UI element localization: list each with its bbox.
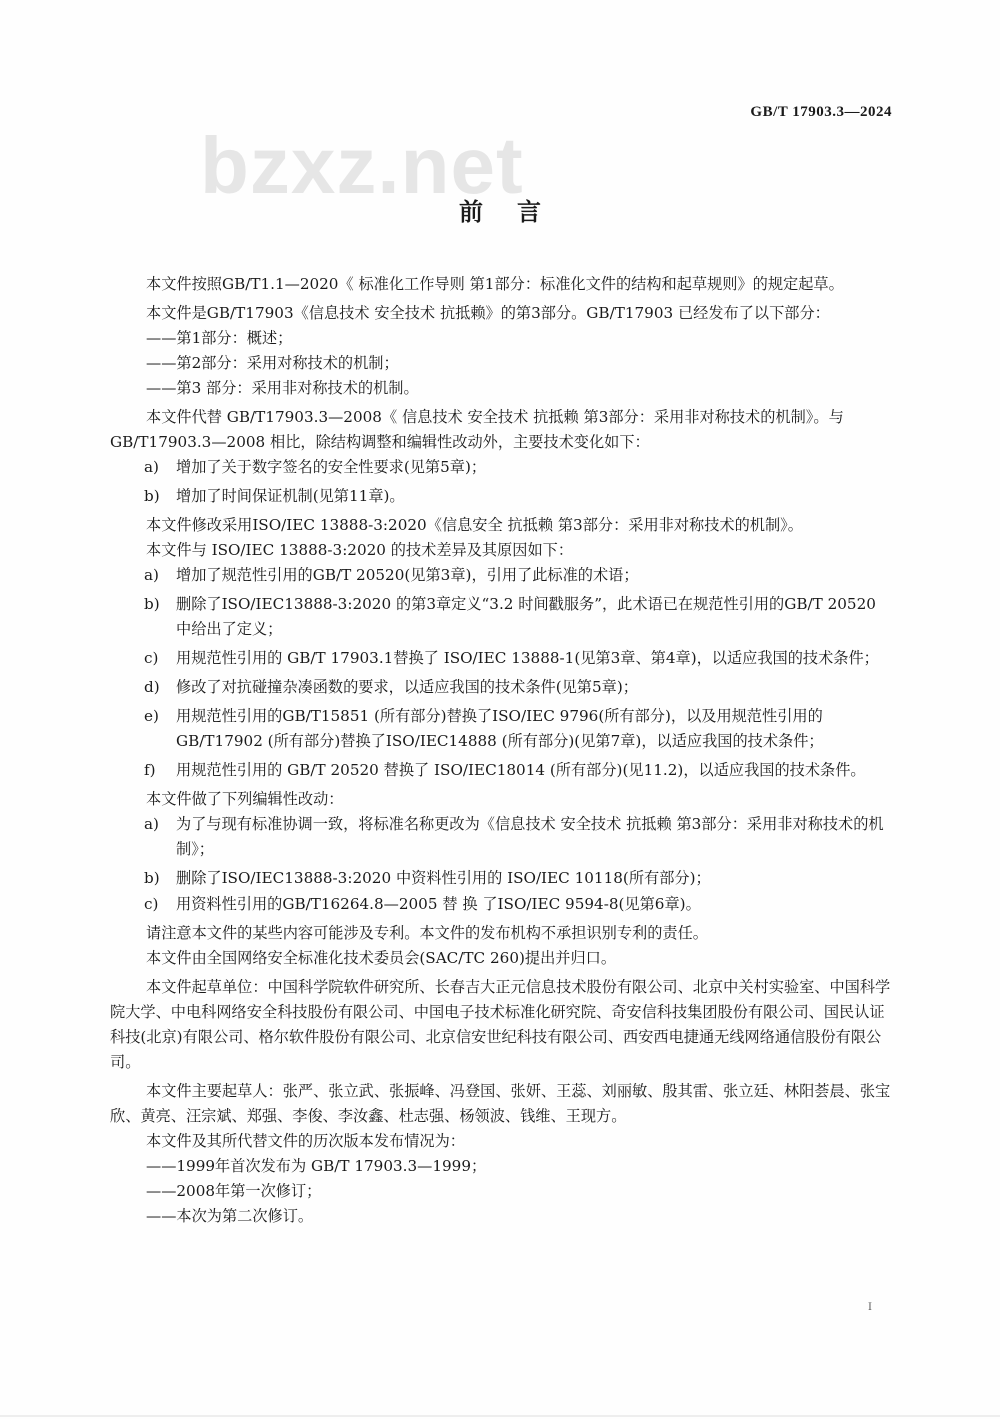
history-list-item: ——1999年首次发布为 GB/T 17903.3—1999； <box>146 1157 487 1175</box>
list-text: 用规范性引用的 GB/T 20520 替换了 ISO/IEC18014 (所有部分)(见11.2)，以适应我国的技术条件。 <box>176 761 866 779</box>
edit-list-item <box>110 892 892 917</box>
part-list-item: ——第2部分：采用对称技术的机制； <box>146 354 399 372</box>
difference-list-item <box>110 704 892 754</box>
paragraph-committee: 本文件由全国网络安全标准化技术委员会(SAC/TC 260)提出并归口。 <box>146 949 617 967</box>
difference-list-item <box>110 675 892 700</box>
paragraph-differences: 本文件与 ISO/IEC 13888-3:2020 的技术差异及其原因如下： <box>146 541 574 559</box>
paragraph-series-info: 本文件是GB/T17903《信息技术 安全技术 抗抵赖》的第3部分。GB/T17903 已经发布了以下部分： <box>146 304 830 322</box>
list-text: 用规范性引用的 GB/T 17903.1替换了 ISO/IEC 13888-1(见第3章、第4章)，以适应我国的技术条件； <box>176 649 879 667</box>
list-marker: f) <box>144 761 156 779</box>
page-bottom-edge <box>0 1415 1000 1417</box>
list-text: 增加了时间保证机制(见第11章)。 <box>176 487 405 505</box>
edit-list-item <box>110 866 892 891</box>
part-list-item: ——第3 部分：采用非对称技术的机制。 <box>146 379 419 397</box>
paragraph-drafting-units: 本文件起草单位：中国科学院软件研究所、长春吉大正元信息技术股份有限公司、北京中关村实验室、中国科学院大学、中电科网络安全科技股份有限公司、中国电子技术标准化研究院、奇安信科技集团股份有限公司、国民认证科技(北京)有限公司、格尔软件股份有限公司、北京信安世纪科技有限公司、西安西电捷通无线网络通信股份有限公司。 <box>110 978 891 1071</box>
foreword-body <box>110 272 892 1229</box>
paragraph-adoption: 本文件修改采用ISO/IEC 13888-3:2020《信息安全 抗抵赖 第3部分：采用非对称技术的机制》。 <box>146 516 803 534</box>
list-text: 删除了ISO/IEC13888-3:2020 中资料性引用的 ISO/IEC 10118(所有部分)； <box>176 869 711 887</box>
difference-list-item <box>110 563 892 588</box>
watermark: bzxz.net <box>200 121 524 210</box>
paragraph-history: 本文件及其所代替文件的历次版本发布情况为： <box>146 1132 465 1150</box>
change-list-item <box>110 484 892 509</box>
list-marker: b) <box>144 869 160 887</box>
list-text: 为了与现有标准协调一致，将标准名称更改为《信息技术 安全技术 抗抵赖 第3部分：采用非对称技术的机制》； <box>176 815 884 858</box>
list-text: 用资料性引用的GB/T16264.8—2005 替 换 了ISO/IEC 9594-8(见第6章)。 <box>176 895 701 913</box>
change-list-item <box>110 455 892 480</box>
history-list-item: ——2008年第一次修订； <box>146 1182 322 1200</box>
list-marker: c) <box>144 649 159 667</box>
paragraph-drafters: 本文件主要起草人：张严、张立武、张振峰、冯登国、张妍、王蕊、刘丽敏、殷其雷、张立廷、林阳荟晨、张宝欣、黄亮、汪宗斌、郑强、李俊、李汝鑫、杜志强、杨领波、钱维、王现方。 <box>110 1082 891 1125</box>
list-marker: c) <box>144 895 159 913</box>
list-marker: a) <box>144 566 159 584</box>
paragraph-patent-notice: 请注意本文件的某些内容可能涉及专利。本文件的发布机构不承担识别专利的责任。 <box>146 924 708 942</box>
part-list-item: ——第1部分：概述； <box>146 329 293 347</box>
difference-list-item <box>110 592 892 642</box>
list-marker: d) <box>144 678 160 696</box>
list-text: 删除了ISO/IEC13888-3:2020 的第3章定义“3.2 时间戳服务”，此术语已在规范性引用的GB/T 20520 中给出了定义； <box>176 595 876 638</box>
paragraph-drafting-rule: 本文件按照GB/T1.1—2020《 标准化工作导则 第1部分：标准化文件的结构和起草规则》的规定起草。 <box>146 275 844 293</box>
difference-list-item <box>110 646 892 671</box>
page-number: I <box>868 1302 872 1313</box>
paragraph-replacement: 本文件代替 GB/T17903.3—2008《 信息技术 安全技术 抗抵赖 第3部分：采用非对称技术的机制》。与GB/T17903.3—2008 相比，除结构调整和编辑性改动外，主要技术变化如下： <box>110 408 844 451</box>
difference-list-item <box>110 758 892 783</box>
page-title: 前言 <box>459 197 575 226</box>
list-marker: a) <box>144 815 159 833</box>
list-marker: e) <box>144 707 159 725</box>
list-text: 用规范性引用的GB/T15851 (所有部分)替换了ISO/IEC 9796(所有部分)，以及用规范性引用的GB/T17902 (所有部分)替换了ISO/IEC14888 (所有部分)(见第7章)，以适应我国的技术条件； <box>176 707 824 750</box>
list-text: 增加了规范性引用的GB/T 20520(见第3章)，引用了此标准的术语； <box>176 566 639 584</box>
list-text: 修改了对抗碰撞杂凑函数的要求，以适应我国的技术条件(见第5章)； <box>176 678 638 696</box>
list-marker: b) <box>144 487 160 505</box>
list-marker: a) <box>144 458 159 476</box>
history-list-item: ——本次为第二次修订。 <box>146 1207 314 1225</box>
paragraph-editorial: 本文件做了下列编辑性改动： <box>146 790 344 808</box>
edit-list-item <box>110 812 892 862</box>
list-text: 增加了关于数字签名的安全性要求(见第5章)； <box>176 458 487 476</box>
list-marker: b) <box>144 595 160 613</box>
document-id: GB/T 17903.3—2024 <box>750 104 892 120</box>
